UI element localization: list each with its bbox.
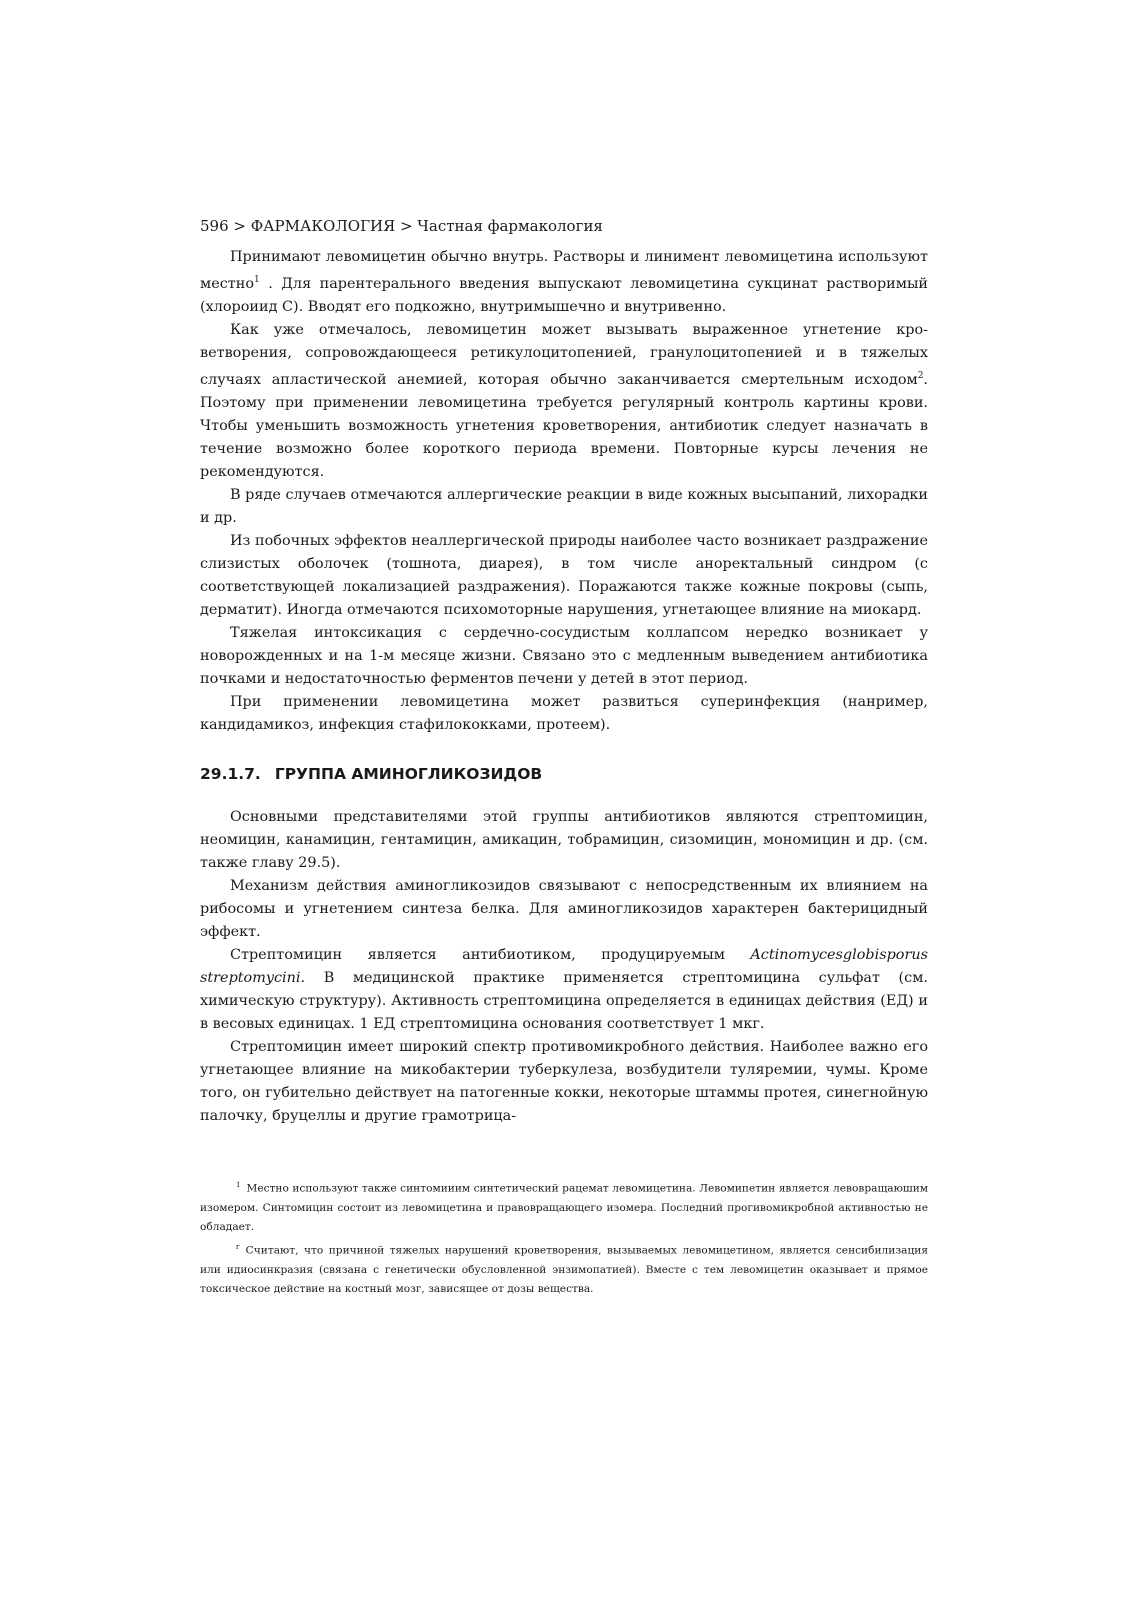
- footnote-reference[interactable]: 2: [917, 370, 924, 381]
- paragraph: Стрептомицин является антибиотиком, продуцируемым Actinomycesglobisporus streptomycini. В медицинской практике применяется стрептомицина сульфат (см. химическую структуру). Активность стрептомицина определяется в единицах действия (ЕД) и в весовых единицах. 1 ЕД стрептомицина основания соответствует 1 мкг.: [200, 946, 928, 1032]
- running-head: 596 > ФАРМАКОЛОГИЯ > Частная фармакология: [200, 217, 603, 235]
- body-text-after: [200, 806, 928, 1128]
- footnote: $^1$ Местно используют также синтомииим синтетический рацемат левомицетина. Левомипетин является левовращаюшим изомером. Синтомицин состоит из левомицетина и правовращающего изомера. Последний прогивомикробной активностью не обладает.: [200, 1180, 928, 1234]
- footnote-reference[interactable]: 1: [254, 275, 260, 285]
- footnotes: [200, 1176, 928, 1300]
- paragraph: Тяжелая интоксикация с сердечно-сосудистым коллапсом нередко возникает у новорожденных и на 1-м месяце жизни. Связано это с медленным выведением антибиотика почками и недостаточностью ферментов печени у детей в этот период.: [200, 624, 928, 687]
- paragraph: Из побочных эффектов неаллергической природы наиболее часто возникает раздражение слизистых оболочек (тошнота, диарея), в том числе аноректальный синдром (с соответствующей локализацией раздражения). Поражаются также кожные покровы (сыпь, дерматит). Иногда отмечаются психомоторные нарушения, угнетающее влияние на миокард.: [200, 532, 928, 618]
- footnote-mark: г: [236, 1242, 240, 1251]
- section-number: 29.1.7.: [200, 764, 261, 783]
- paragraph: Как уже отмечалось, левомицетин может вызывать выраженное угнетение кроветворения, сопровождающееся ретикулоцитопенией, гранулоцитопенией и в тяжелых случаях апластической анемией, которая обычно заканчивается смертельным исходом$^2$. Поэтому при применении левомицетина требуется регулярный контроль картины крови. Чтобы уменьшить возможность угнетения кроветворения, антибиотик следует назначать в течение возможно более короткого периода времени. Повторные курсы лечения не рекомендуются.: [200, 321, 928, 480]
- body-text-before: [200, 246, 928, 737]
- paragraph: Механизм действия аминогликозидов связывают с непосредственным их влиянием на рибосомы и угнетением синтеза белка. Для аминогликозидов характерен бактерицидный эффект.: [200, 877, 928, 940]
- footnote-mark: 1: [236, 1180, 241, 1189]
- paragraph: При применении левомицетина может развиться суперинфекция (нанример, кандидамикоз, инфекция стафилококками, протеем).: [200, 693, 928, 733]
- paragraph: Стрептомицин имеет широкий спектр противомикробного действия. Наиболее важно его угнетающее влияние на микобактерии туберкулеза, возбудители туляремии, чумы. Кроме того, он губительно действует на патогенные кокки, некоторые штаммы протея, синегнойную палочку, бруцеллы и другие грамотрица-: [200, 1038, 928, 1124]
- section-heading: [200, 763, 928, 785]
- document-page: [200, 216, 928, 1300]
- paragraph: Принимают левомицетин обычно внутрь. Растворы и линимент левомицетина используют местно$^1$ . Для парентерального введения выпускают левомицетина сукцинат растворимый (хлороиид С). Вводят его подкожно, внутримышечно и внутривенно.: [200, 249, 928, 315]
- paragraph: Основными представителями этой группы антибиотиков являются стрептомицин, неомицин, канамицин, гентамицин, амикацин, тобрамицин, сизомицин, мономицин и др. (см. также главу 29.5).: [200, 808, 928, 871]
- latin-species-name: Actinomycesglobisporus streptomycini.: [200, 946, 928, 986]
- footnote: $^г$ Считают, что причиной тяжелых нарушений кроветворения, вызываемых левомицетином, является сенсибилизация или идиосинкразия (связана с генетически обусловленной энзимопатией). Вместе с тем левомицетин оказывает и прямое токсическое действие на костный мозг, зависящее от дозы вещества.: [200, 1242, 928, 1296]
- section-title: ГРУППА АМИНОГЛИКОЗИДОВ: [274, 764, 543, 783]
- paragraph: В ряде случаев отмечаются аллергические реакции в виде кожных высыпаний, лихорадки и др.: [200, 486, 928, 526]
